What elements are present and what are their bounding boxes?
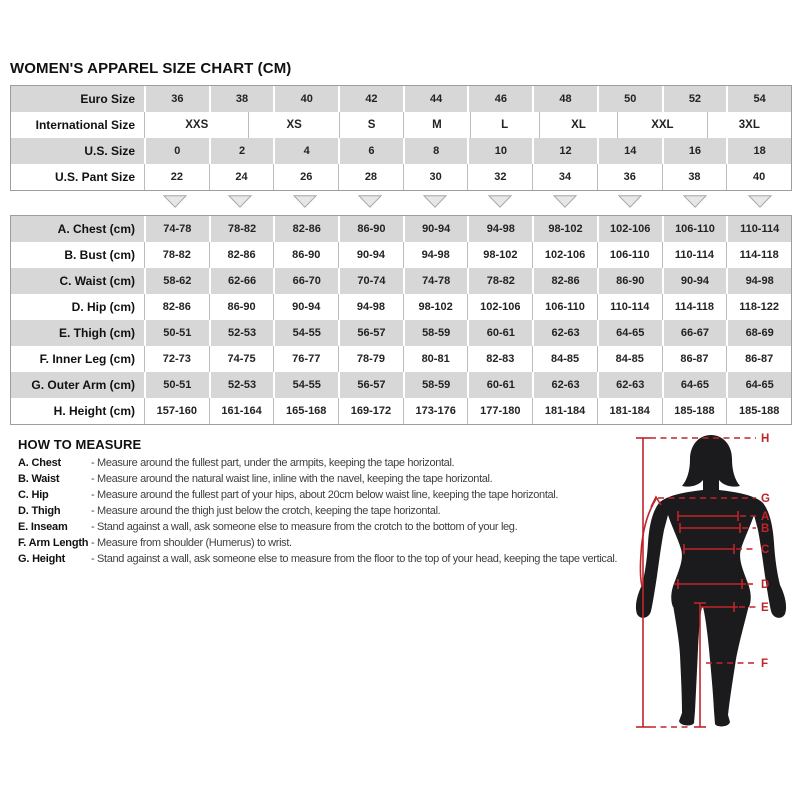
- measurement-cell: 78-82: [467, 268, 532, 294]
- us-size-cell: 10: [467, 138, 532, 164]
- measurement-cell: 74-75: [209, 346, 274, 372]
- measure-description: - Measure around the fullest part of your hips, about 20cm below waist line, keeping the tape horizontal.: [91, 489, 559, 501]
- measurement-cell: 56-57: [338, 320, 403, 346]
- euro-size-cell: 46: [467, 86, 532, 112]
- us-size-cell: 18: [726, 138, 791, 164]
- measurement-cell: 72-73: [144, 346, 209, 372]
- measurement-cell: 78-79: [338, 346, 403, 372]
- measurement-row: [11, 320, 791, 346]
- how-to-measure-item: [18, 537, 633, 553]
- measurement-cell: 98-102: [403, 294, 468, 320]
- row-label: U.S. Size: [84, 144, 135, 158]
- measurement-cell: 157-160: [144, 398, 209, 424]
- measure-term: A. Chest: [18, 457, 62, 469]
- measurement-cell: 177-180: [467, 398, 532, 424]
- us-pant-size-row: [11, 164, 791, 190]
- euro-size-row: [11, 86, 791, 112]
- figure-label: G: [761, 493, 770, 505]
- euro-size-cell: 52: [662, 86, 727, 112]
- measurement-cell: 94-98: [403, 242, 468, 268]
- measure-description: - Stand against a wall, ask someone else to measure from the floor to the top of your head, keeping the tape vertical.: [91, 553, 618, 565]
- how-to-measure-list: [18, 457, 633, 569]
- measurement-cell: 86-90: [338, 216, 403, 242]
- measurement-cell: 94-98: [726, 268, 791, 294]
- measurement-cell: 173-176: [403, 398, 468, 424]
- measurement-cell: 106-110: [597, 242, 662, 268]
- us-size-cell: 16: [662, 138, 727, 164]
- intl-size-cell: XXL: [617, 112, 706, 138]
- measurement-cell: 54-55: [273, 372, 338, 398]
- figure-label: A: [761, 511, 770, 523]
- measure-description: - Measure around the fullest part, under the armpits, keeping the tape horizontal.: [91, 457, 455, 469]
- how-to-measure-item: [18, 473, 633, 489]
- measurement-cell: 52-53: [209, 320, 274, 346]
- figure-label: C: [761, 544, 770, 556]
- measurement-cell: 70-74: [338, 268, 403, 294]
- measurement-cell: 74-78: [403, 268, 468, 294]
- measure-term: B. Waist: [18, 473, 60, 485]
- measurement-cell: 60-61: [467, 372, 532, 398]
- measurement-cell: 86-90: [209, 294, 274, 320]
- intl-size-cell: 3XL: [707, 112, 791, 138]
- measure-term: D. Thigh: [18, 505, 61, 517]
- us-size-cell: 8: [403, 138, 468, 164]
- measurement-cell: 74-78: [144, 216, 209, 242]
- measurement-cell: 98-102: [532, 216, 597, 242]
- us-pant-size-cell: 36: [597, 164, 662, 190]
- intl-size-cell: M: [403, 112, 469, 138]
- euro-size-cell: 42: [338, 86, 403, 112]
- down-arrow-icon: [618, 195, 642, 208]
- measurement-cell: 185-188: [726, 398, 791, 424]
- measurement-row-label: D. Hip (cm): [71, 300, 135, 314]
- measurement-cell: 110-114: [597, 294, 662, 320]
- how-to-measure-item: [18, 553, 633, 569]
- international-size-cells: [144, 112, 791, 138]
- measurement-row: [11, 398, 791, 424]
- us-size-cell: 6: [338, 138, 403, 164]
- measurement-cell: 84-85: [532, 346, 597, 372]
- us-pant-size-cell: 30: [403, 164, 468, 190]
- measurement-cell: 76-77: [273, 346, 338, 372]
- measurement-cell: 50-51: [144, 372, 209, 398]
- figure-label: F: [761, 658, 769, 670]
- measurement-row-label: A. Chest (cm): [57, 222, 135, 236]
- measurement-cell: 58-62: [144, 268, 209, 294]
- measurement-cell: 90-94: [273, 294, 338, 320]
- us-pant-size-cell: 28: [338, 164, 403, 190]
- international-size-row: [11, 112, 791, 138]
- measurement-cell: 102-106: [532, 242, 597, 268]
- down-arrow-icon: [553, 195, 577, 208]
- measure-description: - Measure around the natural waist line, inline with the navel, keeping the tape horizontal.: [91, 473, 493, 485]
- euro-size-cell: 38: [209, 86, 274, 112]
- measurement-cell: 110-114: [662, 242, 727, 268]
- measurement-cell: 68-69: [726, 320, 791, 346]
- measurement-row-label: C. Waist (cm): [59, 274, 135, 288]
- how-to-measure-heading: HOW TO MEASURE: [18, 437, 142, 452]
- measurement-cell: 102-106: [467, 294, 532, 320]
- us-size-cell: 0: [144, 138, 209, 164]
- measure-description: - Measure from shoulder (Humerus) to wrist.: [91, 537, 292, 549]
- measurement-cell: 52-53: [209, 372, 274, 398]
- euro-size-cell: 36: [144, 86, 209, 112]
- measurement-row: [11, 294, 791, 320]
- measurement-cell: 82-83: [467, 346, 532, 372]
- intl-size-cell: XL: [539, 112, 617, 138]
- figure-label: H: [761, 433, 770, 445]
- measurement-cell: 82-86: [273, 216, 338, 242]
- measurement-cell: 90-94: [403, 216, 468, 242]
- measurement-cell: 62-63: [532, 320, 597, 346]
- measurement-figure: [626, 426, 798, 738]
- figure-label: D: [761, 579, 770, 591]
- measure-description: - Stand against a wall, ask someone else to measure from the crotch to the bottom of your leg.: [91, 521, 518, 533]
- down-arrow-icon: [228, 195, 252, 208]
- measurement-cell: 185-188: [662, 398, 727, 424]
- down-arrow-icon: [423, 195, 447, 208]
- measurement-cell: 82-86: [209, 242, 274, 268]
- measurement-cell: 82-86: [532, 268, 597, 294]
- how-to-measure-item: [18, 489, 633, 505]
- intl-size-cell: L: [470, 112, 539, 138]
- measurement-cell: 58-59: [403, 372, 468, 398]
- measurement-row-label: G. Outer Arm (cm): [31, 378, 135, 392]
- measurement-row-label: E. Thigh (cm): [59, 326, 135, 340]
- body-silhouette-diagram: [626, 426, 798, 738]
- down-arrow-icon: [748, 195, 772, 208]
- row-label: Euro Size: [80, 92, 135, 106]
- column-arrows-row: [10, 188, 792, 215]
- us-pant-size-cell: 22: [144, 164, 209, 190]
- measurement-cell: 161-164: [209, 398, 274, 424]
- measure-description: - Measure around the thigh just below the crotch, keeping the tape horizontal.: [91, 505, 441, 517]
- euro-size-cell: 40: [273, 86, 338, 112]
- measurement-row-label: B. Bust (cm): [64, 248, 135, 262]
- measurement-cell: 66-70: [273, 268, 338, 294]
- measure-term: F. Arm Length: [18, 537, 89, 549]
- measurement-cell: 50-51: [144, 320, 209, 346]
- measure-term: G. Height: [18, 553, 66, 565]
- measurement-cell: 64-65: [726, 372, 791, 398]
- measurement-cell: 114-118: [662, 294, 727, 320]
- intl-size-cell: S: [339, 112, 403, 138]
- down-arrow-icon: [163, 195, 187, 208]
- how-to-measure-item: [18, 457, 633, 473]
- measurement-row: [11, 372, 791, 398]
- measurement-cell: 114-118: [726, 242, 791, 268]
- measurement-row: [11, 346, 791, 372]
- measurement-cell: 64-65: [597, 320, 662, 346]
- euro-size-cell: 54: [726, 86, 791, 112]
- measurement-cell: 181-184: [532, 398, 597, 424]
- euro-size-cell: 44: [403, 86, 468, 112]
- us-pant-size-cell: 38: [662, 164, 727, 190]
- intl-size-cell: XS: [248, 112, 338, 138]
- us-size-cell: 12: [532, 138, 597, 164]
- measurement-cell: 98-102: [467, 242, 532, 268]
- us-pant-size-cell: 40: [726, 164, 791, 190]
- measurement-cell: 102-106: [597, 216, 662, 242]
- measurement-cell: 82-86: [144, 294, 209, 320]
- measurement-cell: 165-168: [273, 398, 338, 424]
- measurement-cell: 62-63: [532, 372, 597, 398]
- measurement-cell: 169-172: [338, 398, 403, 424]
- measurement-cell: 181-184: [597, 398, 662, 424]
- us-pant-size-cell: 24: [209, 164, 274, 190]
- measurement-cell: 94-98: [338, 294, 403, 320]
- euro-size-cell: 50: [597, 86, 662, 112]
- us-size-cell: 2: [209, 138, 274, 164]
- measurement-cell: 94-98: [467, 216, 532, 242]
- how-to-measure-section: [18, 437, 633, 569]
- measurement-cell: 62-66: [209, 268, 274, 294]
- measurement-cell: 84-85: [597, 346, 662, 372]
- measurement-cell: 110-114: [726, 216, 791, 242]
- down-arrow-icon: [358, 195, 382, 208]
- measurement-row-label: H. Height (cm): [53, 404, 135, 418]
- figure-labels: [761, 433, 770, 670]
- intl-size-cell: XXS: [185, 119, 209, 131]
- measurement-table: [10, 215, 792, 425]
- measurement-row: [11, 242, 791, 268]
- figure-label: B: [761, 523, 770, 535]
- measurement-cell: 106-110: [532, 294, 597, 320]
- us-pant-size-cell: 32: [467, 164, 532, 190]
- measurement-cell: 56-57: [338, 372, 403, 398]
- down-arrow-icon: [683, 195, 707, 208]
- how-to-measure-item: [18, 521, 633, 537]
- measurement-cell: 90-94: [338, 242, 403, 268]
- measurement-cell: 80-81: [403, 346, 468, 372]
- measurement-cell: 60-61: [467, 320, 532, 346]
- measurement-row: [11, 268, 791, 294]
- measurement-cell: 90-94: [662, 268, 727, 294]
- how-to-measure-item: [18, 505, 633, 521]
- measurement-row: [11, 216, 791, 242]
- measure-term: E. Inseam: [18, 521, 68, 533]
- euro-size-cell: 48: [532, 86, 597, 112]
- measurement-cell: 86-87: [662, 346, 727, 372]
- row-label: International Size: [35, 118, 135, 132]
- measurement-cell: 86-87: [726, 346, 791, 372]
- us-pant-size-cell: 34: [532, 164, 597, 190]
- measurement-cell: 86-90: [597, 268, 662, 294]
- down-arrow-icon: [293, 195, 317, 208]
- us-size-row: [11, 138, 791, 164]
- down-arrow-icon: [488, 195, 512, 208]
- measurement-cell: 118-122: [726, 294, 791, 320]
- us-size-cell: 4: [273, 138, 338, 164]
- measurement-cell: 78-82: [144, 242, 209, 268]
- measurement-row-label: F. Inner Leg (cm): [39, 352, 135, 366]
- measurement-cell: 86-90: [273, 242, 338, 268]
- us-pant-size-cell: 26: [273, 164, 338, 190]
- measurement-cell: 62-63: [597, 372, 662, 398]
- page-title: WOMEN'S APPAREL SIZE CHART (CM): [10, 60, 292, 77]
- measurement-cell: 54-55: [273, 320, 338, 346]
- measurement-cell: 106-110: [662, 216, 727, 242]
- us-size-cell: 14: [597, 138, 662, 164]
- measurement-cell: 66-67: [662, 320, 727, 346]
- measurement-cell: 78-82: [209, 216, 274, 242]
- figure-label: E: [761, 602, 769, 614]
- size-conversion-table: [10, 85, 792, 191]
- measure-term: C. Hip: [18, 489, 49, 501]
- measurement-cell: 58-59: [403, 320, 468, 346]
- row-label: U.S. Pant Size: [54, 170, 135, 184]
- measurement-cell: 64-65: [662, 372, 727, 398]
